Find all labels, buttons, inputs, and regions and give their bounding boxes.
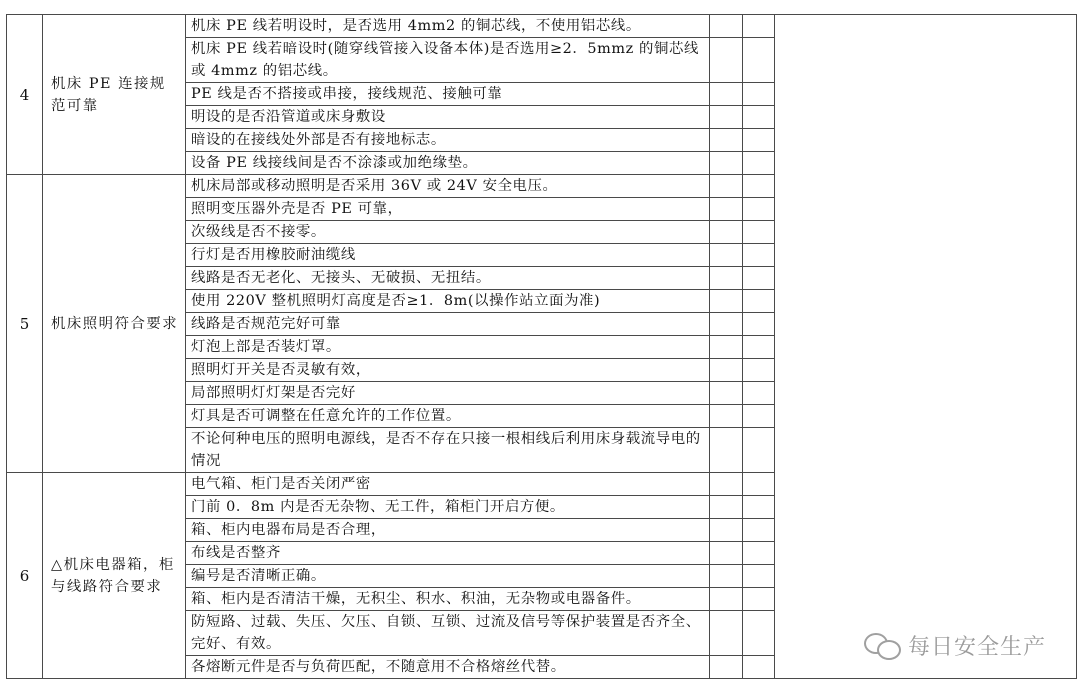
check-result-cell [710, 290, 743, 313]
check-score-cell [743, 267, 775, 290]
check-result-cell [710, 15, 743, 38]
check-score-cell [743, 359, 775, 382]
check-result-cell [710, 382, 743, 405]
check-result-cell [710, 405, 743, 428]
check-score-cell [743, 405, 775, 428]
check-result-cell [710, 198, 743, 221]
check-score-cell [743, 15, 775, 38]
remarks-column [775, 15, 1077, 679]
check-result-cell [710, 542, 743, 565]
check-item: 机床局部或移动照明是否采用 36V 或 24V 安全电压。 [186, 175, 710, 198]
check-score-cell [743, 175, 775, 198]
check-score-cell [743, 83, 775, 106]
check-item: PE 线是否不搭接或串接，接线规范、接触可靠 [186, 83, 710, 106]
watermark-text: 每日安全生产 [907, 634, 1046, 660]
check-item: 电气箱、柜门是否关闭严密 [186, 473, 710, 496]
check-result-cell [710, 359, 743, 382]
check-item: 不论何种电压的照明电源线，是否不存在只接一根相线后利用床身载流导电的情况 [186, 428, 710, 473]
check-score-cell [743, 611, 775, 656]
check-result-cell [710, 473, 743, 496]
check-item: 防短路、过载、失压、欠压、自锁、互锁、过流及信号等保护装置是否齐全、完好、有效。 [186, 611, 710, 656]
section-number: 6 [7, 473, 43, 679]
check-score-cell [743, 565, 775, 588]
check-item: 各熔断元件是否与负荷匹配，不随意用不合格熔丝代替。 [186, 656, 710, 679]
check-item: 线路是否规范完好可靠 [186, 313, 710, 336]
check-item: 灯泡上部是否装灯罩。 [186, 336, 710, 359]
check-result-cell [710, 588, 743, 611]
check-score-cell [743, 382, 775, 405]
check-result-cell [710, 565, 743, 588]
watermark [864, 628, 1046, 662]
check-result-cell [710, 244, 743, 267]
check-result-cell [710, 656, 743, 679]
check-item: 次级线是否不接零。 [186, 221, 710, 244]
check-score-cell [743, 588, 775, 611]
check-item: 照明灯开关是否灵敏有效， [186, 359, 710, 382]
check-result-cell [710, 611, 743, 656]
check-result-cell [710, 83, 743, 106]
check-score-cell [743, 221, 775, 244]
check-item: 线路是否无老化、无接头、无破损、无扭结。 [186, 267, 710, 290]
check-score-cell [743, 129, 775, 152]
check-score-cell [743, 336, 775, 359]
check-item: 机床 PE 线若明设时，是否选用 4mm2 的铜芯线，不使用铝芯线。 [186, 15, 710, 38]
check-result-cell [710, 428, 743, 473]
section-title: 机床 PE 连接规范可靠 [43, 15, 186, 175]
section-title: 机床照明符合要求 [43, 175, 186, 473]
check-score-cell [743, 656, 775, 679]
check-result-cell [710, 129, 743, 152]
check-item: 箱、柜内电器布局是否合理， [186, 519, 710, 542]
check-result-cell [710, 313, 743, 336]
check-score-cell [743, 473, 775, 496]
check-item: 行灯是否用橡胶耐油缆线 [186, 244, 710, 267]
check-item: 机床 PE 线若暗设时(随穿线管接入设备本体)是否选用≥2．5mmz 的铜芯线或 4mmz 的铝芯线。 [186, 38, 710, 83]
check-score-cell [743, 542, 775, 565]
section-title: △机床电器箱，柜与线路符合要求 [43, 473, 186, 679]
check-item: 编号是否清晰正确。 [186, 565, 710, 588]
safety-checklist-table [6, 14, 1077, 679]
check-score-cell [743, 428, 775, 473]
check-score-cell [743, 198, 775, 221]
check-result-cell [710, 267, 743, 290]
check-result-cell [710, 336, 743, 359]
check-score-cell [743, 244, 775, 267]
check-score-cell [743, 519, 775, 542]
check-item: 布线是否整齐 [186, 542, 710, 565]
check-score-cell [743, 290, 775, 313]
check-result-cell [710, 152, 743, 175]
check-item: 灯具是否可调整在任意允许的工作位置。 [186, 405, 710, 428]
check-item: 门前 0．8m 内是否无杂物、无工件，箱柜门开启方便。 [186, 496, 710, 519]
check-score-cell [743, 496, 775, 519]
check-item: 照明变压器外壳是否 PE 可靠， [186, 198, 710, 221]
check-score-cell [743, 313, 775, 336]
check-result-cell [710, 221, 743, 244]
check-item: 暗设的在接线处外部是否有接地标志。 [186, 129, 710, 152]
check-result-cell [710, 38, 743, 83]
check-item: 使用 220V 整机照明灯高度是否≥1．8m(以操作站立面为准) [186, 290, 710, 313]
check-score-cell [743, 152, 775, 175]
section-number: 4 [7, 15, 43, 175]
wechat-icon [864, 631, 902, 659]
check-item: 明设的是否沿管道或床身敷设 [186, 106, 710, 129]
check-result-cell [710, 175, 743, 198]
check-result-cell [710, 519, 743, 542]
check-result-cell [710, 106, 743, 129]
check-score-cell [743, 106, 775, 129]
check-item: 设备 PE 线接线间是否不涂漆或加绝缘垫。 [186, 152, 710, 175]
check-item: 局部照明灯灯架是否完好 [186, 382, 710, 405]
table-row [7, 15, 1077, 38]
section-number: 5 [7, 175, 43, 473]
check-item: 箱、柜内是否清洁干燥，无积尘、积水、积油，无杂物或电器备件。 [186, 588, 710, 611]
check-result-cell [710, 496, 743, 519]
check-score-cell [743, 38, 775, 83]
